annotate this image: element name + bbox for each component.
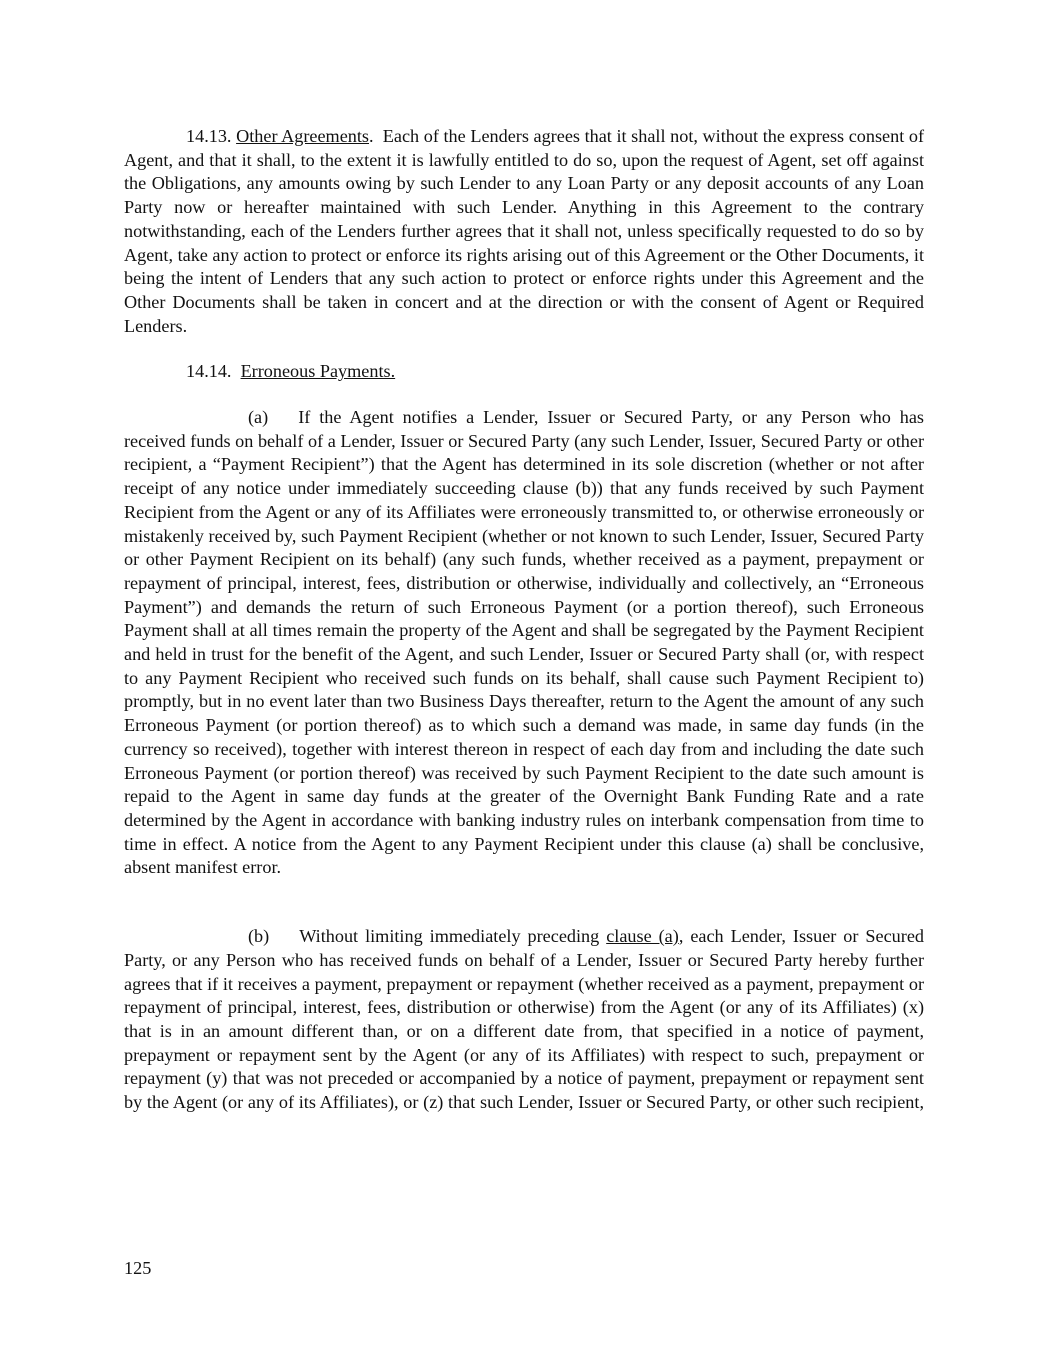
paragraph-a [124,406,924,880]
page-number: 125 [124,1258,152,1278]
section-body: Each of the Lenders agrees that it shall not, without the express consent of Agent, and that it shall, to the extent it is lawfully entitled to do so, upon the request of Agent, set off against the Obligations, any amounts owing by such Lender to any Loan Party or any deposit accounts of any Loan Party now or hereafter maintained with such Lender. Anything in this Agreement to the contrary notwithstanding, each of the Lenders further agrees that it shall not, unless specifically requested to do so by Agent, take any action to protect or enforce its rights arising out of this Agreement or the Other Documents, it being the intent of Lenders that any such action to protect or enforce rights under this Agreement and the Other Documents shall be taken in concert and at the direction or with the consent of Agent or Required Lenders. [124,126,925,336]
section-heading: Erroneous Payments. [240,361,396,382]
paragraph-label: (b) [248,926,270,947]
paragraph-body-start: Without limiting immediately preceding [299,926,607,947]
section-number: 14.13. [186,126,232,146]
section-14-14 [124,360,924,384]
paragraph-label: (a) [248,407,269,428]
paragraph-b [124,925,924,1115]
paragraph-body-rest: , each Lender, Issuer or Secured Party, or any Person who has received funds on behalf of a Lender, Issuer or Secured Party hereby further agrees that if it receives a payment, prepayment or repayment (whether received as a payment, prepayment or repayment of principal, interest, fees, distribution or otherwise) from the Agent (or any of its Affiliates) (x) that is in an amount different than, or on a different date from, that specified in a notice of payment, prepayment or repayment sent by the Agent (or any of its Affiliates) with respect to such, prepayment or repayment (y) that was not preceded or accompanied by a notice of payment, prepayment or repayment sent by the Agent (or any of its Affiliates), or (z) that such Lender, Issuer or Secured Party, or other such recipient, [124,926,925,1113]
clause-reference: clause (a) [606,926,679,947]
heading-suffix: . [369,126,374,146]
paragraph-body: If the Agent notifies a Lender, Issuer or Secured Party, or any Person who has received funds on behalf of a Lender, Issuer or Secured Party (any such Lender, Issuer, Secured Party or other recipient, a “Payment Recipient”) that the Agent has determined in its sole discretion (whether or not after receipt of any notice under immediately succeeding clause (b)) that any funds received by such Payment Recipient from the Agent or any of its Affiliates were erroneously transmitted to, or otherwise erroneously or mistakenly received by, such Payment Recipient (whether or not known to such Lender, Issuer, Secured Party or other Payment Recipient on its behalf) (any such funds, whether received as a payment, prepayment or repayment of principal, interest, fees, distribution or otherwise, individually and collectively, an “Erroneous Payment”) and demands the return of such Erroneous Payment (or a portion thereof), such Erroneous Payment shall at all times remain the property of the Agent and shall be segregated by the Payment Recipient and held in trust for the benefit of the Agent, and such Lender, Issuer or Secured Party shall (or, with respect to any Payment Recipient who received such funds on its behalf, shall cause such Payment Recipient to) promptly, but in no event later than two Business Days thereafter, return to the Agent the amount of any such Erroneous Payment (or portion thereof) as to which such a demand was made, in same day funds (in the currency so received), together with interest thereon in respect of each day from and including the date such Erroneous Payment (or portion thereof) was received by such Payment Recipient to the date such amount is repaid to the Agent in same day funds at the greater of the Overnight Bank Funding Rate and a rate determined by the Agent in accordance with banking industry rules on interbank compensation from time to time in effect. A notice from the Agent to any Payment Recipient under this clause (a) shall be conclusive, absent manifest error. [124,407,924,878]
section-number: 14.14. [186,361,232,382]
section-14-13 [124,125,924,338]
document-page [124,125,924,1115]
section-heading: Other Agreements [236,126,369,146]
